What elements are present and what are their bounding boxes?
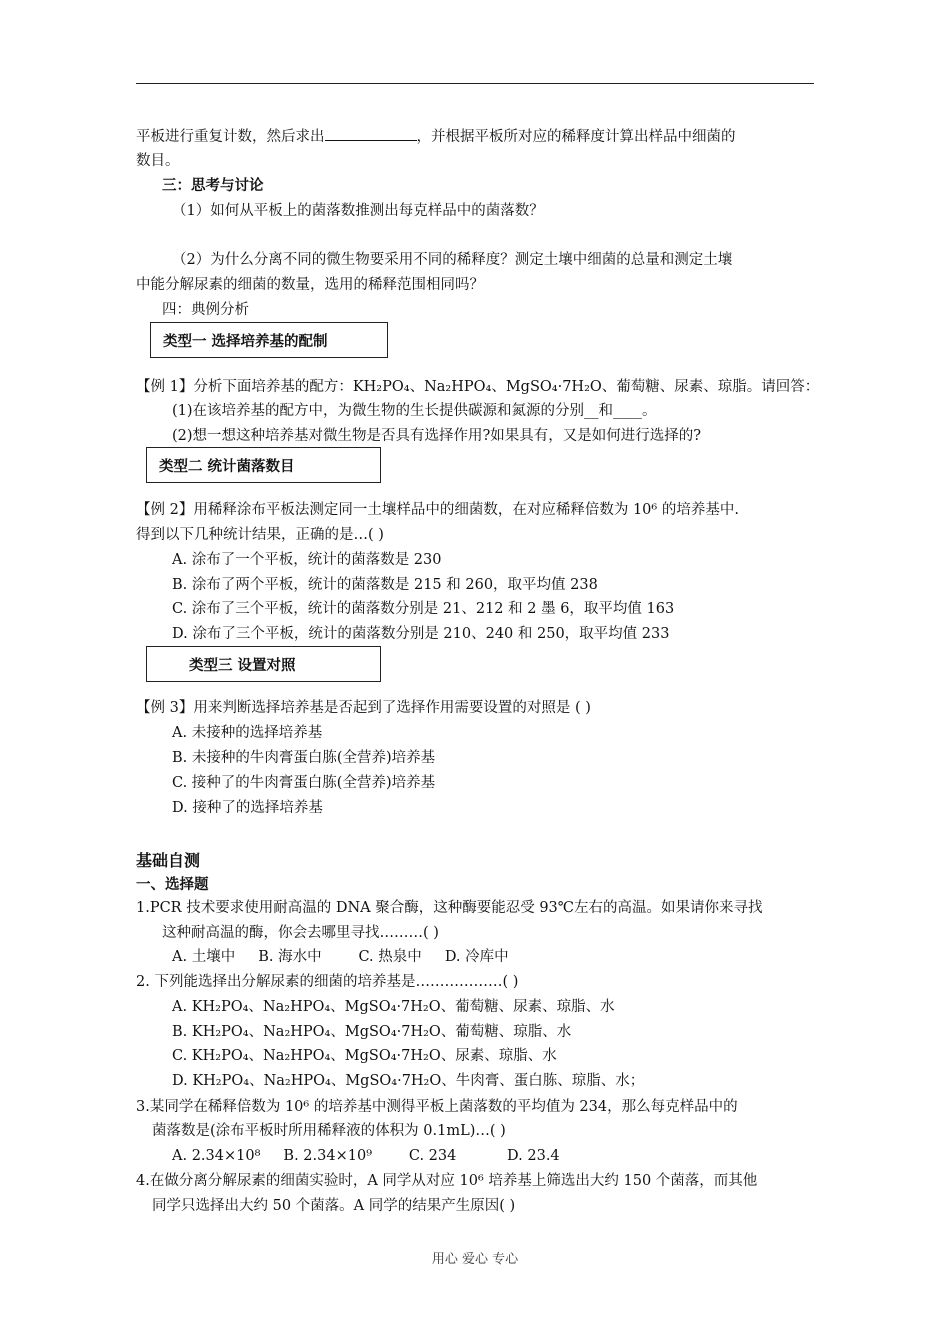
type-2-label: 类型二 统计菌落数目 — [159, 459, 295, 475]
question-1-options: A. 土壤中 B. 海水中 C. 热泉中 D. 冷库中 — [172, 949, 509, 965]
type-1-box — [150, 322, 388, 358]
question-1-line1: 1.PCR 技术要求使用耐高温的 DNA 聚合酶，这种酶要能忍受 93℃左右的高温。如果请你来寻找 — [136, 900, 763, 916]
question-3-line1: 3.某同学在稀释倍数为 10⁶ 的培养基中测得平板上菌落数的平均值为 234，那么每克样品中的 — [136, 1099, 738, 1115]
question-2-option: B. KH₂PO₄、Na₂HPO₄、MgSO₄·7H₂O、葡萄糖、琼脂、水 — [172, 1024, 572, 1040]
intro-text-a: 平板进行重复计数，然后求出 — [136, 129, 325, 145]
example-2-option: D. 涂布了三个平板，统计的菌落数分别是 210、240 和 250，取平均值 233 — [172, 626, 670, 642]
example-3-option: B. 未接种的牛肉膏蛋白胨(全营养)培养基 — [172, 750, 436, 766]
header-rule — [136, 83, 814, 84]
question-1-line2: 这种耐高温的酶，你会去哪里寻找………( ) — [162, 925, 439, 941]
type-3-label: 类型三 设置对照 — [189, 658, 296, 674]
intro-line-2: 数目。 — [136, 153, 180, 169]
type-2-box — [146, 447, 381, 483]
section-3-title: 三：思考与讨论 — [162, 178, 264, 194]
example-3-stem: 【例 3】用来判断选择培养基是否起到了选择作用需要设置的对照是 ( ) — [136, 700, 591, 716]
type-1-label: 类型一 选择培养基的配制 — [163, 334, 328, 350]
self-test-subtitle: 一、选择题 — [136, 877, 209, 893]
example-2-option: C. 涂布了三个平板，统计的菌落数分别是 21、212 和 2 墨 6，取平均值 163 — [172, 601, 675, 617]
question-2-option: C. KH₂PO₄、Na₂HPO₄、MgSO₄·7H₂O、尿素、琼脂、水 — [172, 1048, 557, 1064]
example-3-option: A. 未接种的选择培养基 — [172, 725, 323, 741]
example-2-option: A. 涂布了一个平板，统计的菌落数是 230 — [172, 552, 442, 568]
question-2-option: D. KH₂PO₄、Na₂HPO₄、MgSO₄·7H₂O、牛肉膏、蛋白胨、琼脂、水； — [172, 1073, 645, 1089]
example-1-q2: (2)想一想这种培养基对微生物是否具有选择作用?如果具有，又是如何进行选择的? — [172, 428, 702, 444]
question-2-option: A. KH₂PO₄、Na₂HPO₄、MgSO₄·7H₂O、葡萄糖、尿素、琼脂、水 — [172, 999, 615, 1015]
type-3-box — [146, 646, 381, 682]
example-3-option: D. 接种了的选择培养基 — [172, 800, 323, 816]
question-2-line1: 2. 下列能选择出分解尿素的细菌的培养基是………………( ) — [136, 974, 519, 990]
section-3-q2-line1: （2）为什么分离不同的微生物要采用不同的稀释度？测定土壤中细菌的总量和测定土壤 — [172, 252, 733, 268]
question-4-line2: 同学只选择出大约 50 个菌落。A 同学的结果产生原因( ) — [152, 1198, 516, 1214]
intro-line-1 — [136, 126, 736, 147]
example-2-stem-line2: 得到以下几种统计结果，正确的是…( ) — [136, 527, 384, 543]
example-2-option: B. 涂布了两个平板，统计的菌落数是 215 和 260，取平均值 238 — [172, 577, 598, 593]
example-3-option: C. 接种了的牛肉膏蛋白胨(全营养)培养基 — [172, 775, 436, 791]
page-footer: 用心 爱心 专心 — [431, 1252, 519, 1267]
example-1-q1: (1)在该培养基的配方中，为微生物的生长提供碳源和氮源的分别__和____。 — [172, 403, 657, 419]
question-3-options: A. 2.34×10⁸ B. 2.34×10⁹ C. 234 D. 23.4 — [172, 1148, 560, 1164]
fill-blank — [325, 126, 417, 141]
section-3-q1: （1）如何从平板上的菌落数推测出每克样品中的菌落数？ — [172, 203, 544, 219]
self-test-title: 基础自测 — [136, 851, 201, 870]
intro-text-b: ，并根据平板所对应的稀释度计算出样品中细菌的 — [416, 129, 736, 145]
example-2-stem-line1: 【例 2】用稀释涂布平板法测定同一土壤样品中的细菌数，在对应稀释倍数为 10⁶ 的培养基中. — [136, 502, 739, 518]
question-4-line1: 4.在做分离分解尿素的细菌实验时，A 同学从对应 10⁶ 培养基上筛选出大约 150 个菌落，而其他 — [136, 1173, 758, 1189]
section-4-title: 四：典例分析 — [162, 302, 249, 318]
question-3-line2: 菌落数是(涂布平板时所用稀释液的体积为 0.1mL)…( ) — [152, 1123, 506, 1139]
section-3-q2-line2: 中能分解尿素的细菌的数量，选用的稀释范围相同吗？ — [136, 277, 484, 293]
example-1-stem: 【例 1】分析下面培养基的配方：KH₂PO₄、Na₂HPO₄、MgSO₄·7H₂O、葡萄糖、尿素、琼脂。请回答： — [136, 379, 820, 395]
